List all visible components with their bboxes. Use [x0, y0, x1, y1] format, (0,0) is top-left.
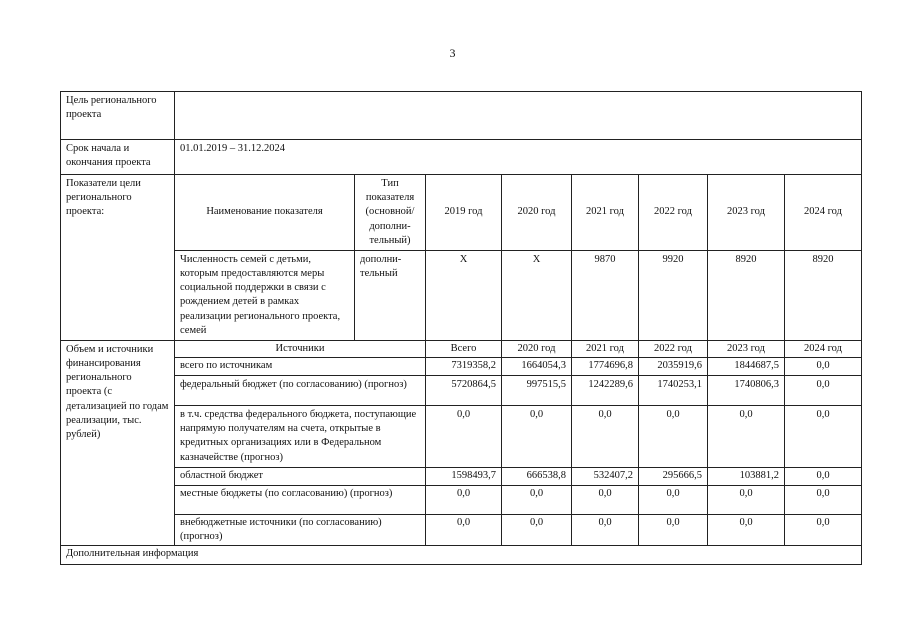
indicator-year-header: 2023 год: [708, 175, 785, 251]
financing-total: 0,0: [426, 486, 502, 515]
financing-total: 5720864,5: [426, 376, 502, 406]
financing-value: 0,0: [572, 515, 639, 546]
financing-year-header: 2023 год: [708, 340, 785, 357]
financing-value: 0,0: [639, 406, 708, 468]
indicator-name: Численность семей с детьми, которым предоставляются меры социальной поддержки в связи с рождением детей в рамках реализации регионального проекта, семей: [175, 250, 355, 340]
financing-total: 0,0: [426, 515, 502, 546]
page-number: 3: [449, 46, 456, 60]
financing-row: [61, 358, 862, 376]
indicator-row: [61, 250, 862, 340]
financing-value: 0,0: [785, 358, 862, 376]
financing-source: внебюджетные источники (по согласованию) (прогноз): [175, 515, 426, 546]
indicator-year-header: 2020 год: [502, 175, 572, 251]
financing-value: 1242289,6: [572, 376, 639, 406]
financing-value: 0,0: [639, 486, 708, 515]
financing-total: 0,0: [426, 406, 502, 468]
financing-row: [61, 406, 862, 468]
financing-year-header: 2021 год: [572, 340, 639, 357]
financing-value: 0,0: [572, 406, 639, 468]
financing-value: 295666,5: [639, 468, 708, 486]
financing-value: 0,0: [502, 406, 572, 468]
financing-value: 0,0: [572, 486, 639, 515]
financing-value: 997515,5: [502, 376, 572, 406]
financing-value: 0,0: [785, 406, 862, 468]
financing-value: 1740806,3: [708, 376, 785, 406]
indicator-value: 9870: [572, 250, 639, 340]
indicator-year-header: 2021 год: [572, 175, 639, 251]
financing-row: [61, 486, 862, 515]
financing-row: [61, 515, 862, 546]
financing-label: Объем и источники финансирования регионального проекта (с детализацией по годам реализации, тыс. рублей): [61, 340, 175, 546]
indicator-type-header: Тип показателя (основной/ дополни- тельный): [355, 175, 426, 251]
financing-value: 0,0: [708, 515, 785, 546]
financing-value: 1844687,5: [708, 358, 785, 376]
period-label: Срок начала и окончания проекта: [61, 140, 175, 175]
financing-value: 666538,8: [502, 468, 572, 486]
indicator-year-header: 2022 год: [639, 175, 708, 251]
project-passport-table: [60, 91, 862, 565]
financing-value: 0,0: [639, 515, 708, 546]
financing-source: местные бюджеты (по согласованию) (прогноз): [175, 486, 426, 515]
indicator-value: Х: [426, 250, 502, 340]
period-value: 01.01.2019 – 31.12.2024: [175, 140, 862, 175]
financing-value: 0,0: [785, 376, 862, 406]
indicator-type: дополни- тельный: [355, 250, 426, 340]
financing-value: 1774696,8: [572, 358, 639, 376]
financing-source: федеральный бюджет (по согласованию) (прогноз): [175, 376, 426, 406]
financing-value: 1740253,1: [639, 376, 708, 406]
financing-row: [61, 376, 862, 406]
financing-value: 1664054,3: [502, 358, 572, 376]
financing-value: 0,0: [785, 515, 862, 546]
financing-year-header: 2024 год: [785, 340, 862, 357]
financing-value: 0,0: [708, 406, 785, 468]
financing-value: 532407,2: [572, 468, 639, 486]
financing-year-header: 2020 год: [502, 340, 572, 357]
indicator-value: 8920: [785, 250, 862, 340]
indicator-year-header: 2019 год: [426, 175, 502, 251]
financing-value: 0,0: [785, 486, 862, 515]
financing-source: областной бюджет: [175, 468, 426, 486]
financing-total-header: Всего: [426, 340, 502, 357]
financing-total: 7319358,2: [426, 358, 502, 376]
financing-value: 2035919,6: [639, 358, 708, 376]
financing-value: 0,0: [785, 468, 862, 486]
goal-value: [175, 92, 862, 140]
financing-value: 103881,2: [708, 468, 785, 486]
financing-value: 0,0: [502, 486, 572, 515]
indicator-value: 8920: [708, 250, 785, 340]
indicator-year-header: 2024 год: [785, 175, 862, 251]
indicator-value: 9920: [639, 250, 708, 340]
financing-total: 1598493,7: [426, 468, 502, 486]
indicator-name-header: Наименование показателя: [175, 175, 355, 251]
additional-info-label: Дополнительная информация: [61, 546, 862, 565]
indicators-label: Показатели цели регионального проекта:: [61, 175, 175, 341]
financing-value: 0,0: [708, 486, 785, 515]
financing-source: в т.ч. средства федерального бюджета, поступающие напрямую получателям на счета, открытые в кредитных организациях или в Федеральном казначействе (прогноз): [175, 406, 426, 468]
financing-year-header: 2022 год: [639, 340, 708, 357]
indicator-value: Х: [502, 250, 572, 340]
goal-label: Цель регионального проекта: [61, 92, 175, 140]
financing-value: 0,0: [502, 515, 572, 546]
financing-source: всего по источникам: [175, 358, 426, 376]
financing-row: [61, 468, 862, 486]
financing-source-header: Источники: [175, 340, 426, 357]
